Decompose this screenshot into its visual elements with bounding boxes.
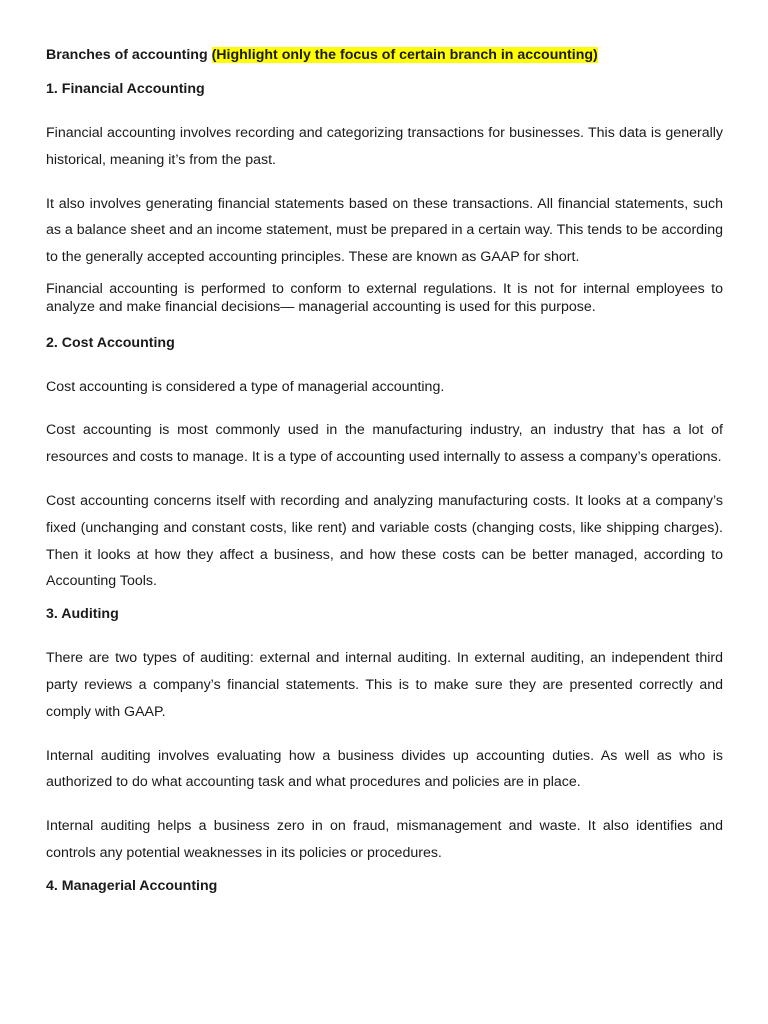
paragraph: Cost accounting concerns itself with recording and analyzing manufacturing costs. It looks at a company’s fixed (unchanging and constant costs, like rent) and variable costs (changing costs, like shipping charges). Then it looks at how they affect a business, and how these costs can be better managed, according to Accounting Tools.: [46, 492, 723, 590]
paragraph: There are two types of auditing: external and internal auditing. In external auditing, an independent third party reviews a company’s financial statements. This is to make sure they are presented correctly and comply with GAAP.: [46, 650, 723, 720]
heading-managerial-accounting: 4. Managerial Accounting: [46, 877, 218, 894]
heading-financial-accounting: 1. Financial Accounting: [46, 81, 205, 97]
paragraph: It also involves generating financial statements based on these transactions. All financial statements, such as a balance sheet and an income statement, must be prepared in a certain way. This tends to be according to the generally accepted accounting principles. These are known as GAAP for short.: [46, 195, 723, 266]
document-title-line: [46, 44, 723, 66]
heading-cost-accounting: 2. Cost Accounting: [46, 334, 175, 351]
paragraph: Cost accounting is considered a type of managerial accounting.: [46, 378, 445, 395]
paragraph: Internal auditing helps a business zero in on fraud, mismanagement and waste. It also identifies and controls any potential weaknesses in its policies or procedures.: [46, 818, 723, 861]
paragraph: Cost accounting is most commonly used in the manufacturing industry, an industry that has a lot of resources and costs to manage. It is a type of accounting used internally to assess a company’s operations.: [46, 422, 723, 466]
title-highlight-note: (Highlight only the focus of certain branch in accounting): [211, 47, 598, 63]
paragraph: Financial accounting involves recording and categorizing transactions for businesses. This data is generally historical, meaning it’s from the past.: [46, 125, 723, 168]
heading-auditing: 3. Auditing: [46, 606, 119, 623]
document-page: [46, 44, 723, 896]
paragraph: Internal auditing involves evaluating how a business divides up accounting duties. As well as who is authorized to do what accounting task and what procedures and policies are in place.: [46, 747, 723, 791]
paragraph: Financial accounting is performed to conform to external regulations. It is not for internal employees to analyze and make financial decisions— managerial accounting is used for this purpose.: [46, 280, 723, 315]
document-title: Branches of accounting: [46, 47, 208, 63]
